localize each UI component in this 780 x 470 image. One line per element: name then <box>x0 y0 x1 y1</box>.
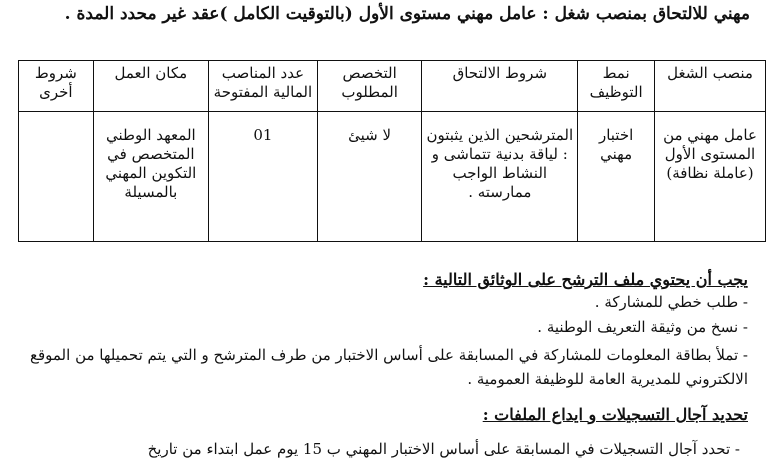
header-place: مكان العمل <box>93 61 208 112</box>
cell-count: 01 <box>208 112 317 242</box>
header-conditions: شروط الالتحاق <box>422 61 578 112</box>
cell-conditions: المترشحين الذين يثبتون : لياقة بدنية تتماشى و النشاط الواجب ممارسته . <box>422 112 578 242</box>
cell-place: المعهد الوطني المتخصص في التكوين المهني بالمسيلة <box>93 112 208 242</box>
registration-title: تحديد آجال التسجيلات و ايداع الملفات : <box>482 405 748 424</box>
document-item: - طلب خطي للمشاركة . <box>594 293 748 311</box>
document-item: - نسخ من وثيقة التعريف الوطنية . <box>537 318 748 336</box>
header-count: عدد المناصب المالية المفتوحة <box>208 61 317 112</box>
document-item: - تملأ بطاقة المعلومات للمشاركة في المسابقة على أساس الاختبار من طرف المترشح و التي يتم تحميلها من الموقع الالكتروني للمديرية العامة للوظيفة العمومية . <box>29 346 748 388</box>
cell-mode: اختبار مهني <box>578 112 655 242</box>
header-specialty: التخصص المطلوب <box>317 61 422 112</box>
cell-position: عامل مهني من المستوى الأول (عاملة نظافة) <box>655 112 766 242</box>
header-position: منصب الشغل <box>655 61 766 112</box>
cell-other <box>19 112 94 242</box>
header-other: شروط أخرى <box>19 61 94 112</box>
table-header-row <box>19 61 766 112</box>
documents-title: يجب أن يحتوي ملف الترشح على الوثائق التالية : <box>423 270 748 289</box>
jobs-table <box>18 60 766 242</box>
page-heading: مهني للالتحاق بمنصب شغل : عامل مهني مستوى الأول (بالتوقيت الكامل )عقد غير محدد المدة . <box>64 4 750 24</box>
cell-specialty: لا شيئ <box>317 112 422 242</box>
header-mode: نمط التوظيف <box>578 61 655 112</box>
table-row <box>19 112 766 242</box>
registration-item: - تحدد آجال التسجيلات في المسابقة على أساس الاختبار المهني ب 15 يوم عمل ابتداء من تاريخ <box>147 440 740 458</box>
